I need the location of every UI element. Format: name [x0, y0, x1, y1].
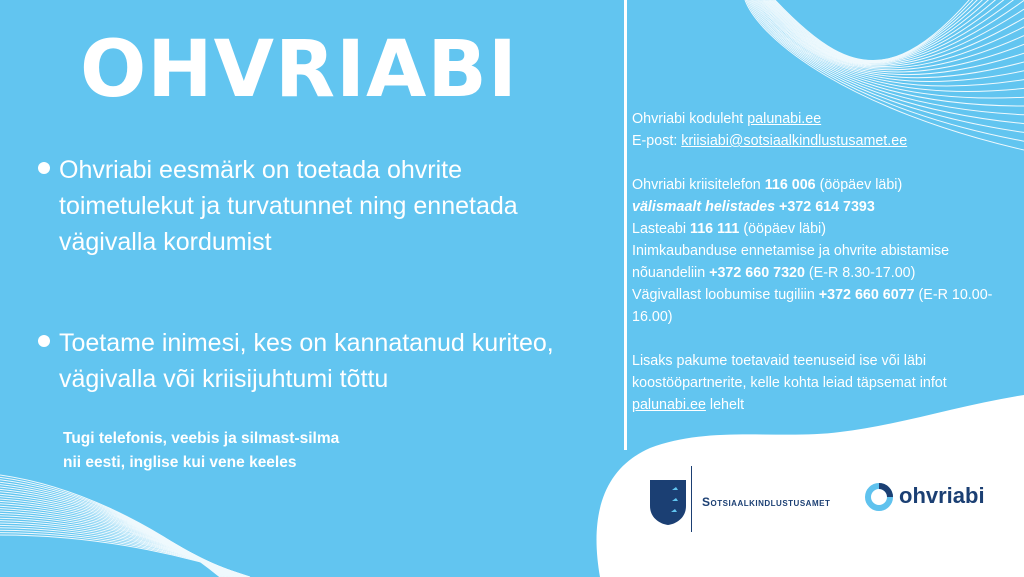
ohvriabi-ring-icon [864, 482, 894, 512]
page-title: OHVRIABI [80, 25, 518, 115]
email-line: E-post: kriisiabi@sotsiaalkindlustusamet.ee [632, 133, 908, 149]
support-line-2: nii eesti, inglise kui vene keeles [63, 454, 297, 471]
bullet-support-text: Toetame inimesi, kes on kannatanud kuriteo, vägivalla või kriisijuhtumi tõttu [59, 329, 554, 393]
violence-line: Vägivallast loobumise tugiliin +372 660 6077 (E-R 10.00-16.00) [632, 287, 993, 325]
services-link[interactable]: palunabi.ee [632, 397, 706, 413]
trafficking-line: Inimkaubanduse ennetamise ja ohvrite abistamise nõuandeliin +372 660 7320 (E-R 8.30-17.00) [632, 243, 950, 281]
estonian-coat-of-arms-icon [648, 478, 688, 526]
abroad-line: välismaalt helistades +372 614 7393 [632, 199, 875, 215]
bullet-support [38, 325, 598, 397]
homepage-line: Ohvriabi koduleht palunabi.ee [632, 111, 822, 127]
homepage-link[interactable]: palunabi.ee [747, 111, 822, 127]
services-line: Lisaks pakume toetavaid teenuseid ise või läbi koostööpartnerite, kelle kohta leiad täpsemat infot palunabi.ee lehelt [632, 353, 947, 413]
ohvriabi-logo-text: ohvriabi [899, 483, 985, 508]
crisis-line: Ohvriabi kriisitelefon 116 006 (ööpäev läbi) [632, 177, 903, 193]
bullet-goal [38, 152, 598, 260]
support-line-1: Tugi telefonis, veebis ja silmast-silma [63, 430, 340, 447]
contact-info [632, 108, 1004, 416]
bullet-goal-text: Ohvriabi eesmärk on toetada ohvrite toimetulekut ja turvatunnet ning ennetada vägivalla kordumist [59, 156, 518, 256]
violence-number: +372 660 6077 [818, 287, 915, 303]
child-number: 116 111 [690, 221, 740, 237]
bullet-dot-icon [38, 162, 50, 174]
sotsiaalkindlustusamet-logo-text: Sotsiaalkindlustusamet [702, 495, 831, 509]
child-line: Lasteabi 116 111 (ööpäev läbi) [632, 221, 826, 237]
abroad-number: +372 614 7393 [779, 199, 875, 215]
trafficking-number: +372 660 7320 [709, 265, 805, 281]
column-divider [624, 0, 627, 450]
support-channels [63, 427, 339, 475]
crisis-number: 116 006 [764, 177, 816, 193]
email-link[interactable]: kriisiabi@sotsiaalkindlustusamet.ee [681, 133, 908, 149]
logo-separator [691, 466, 692, 532]
bullet-dot-icon [38, 335, 50, 347]
